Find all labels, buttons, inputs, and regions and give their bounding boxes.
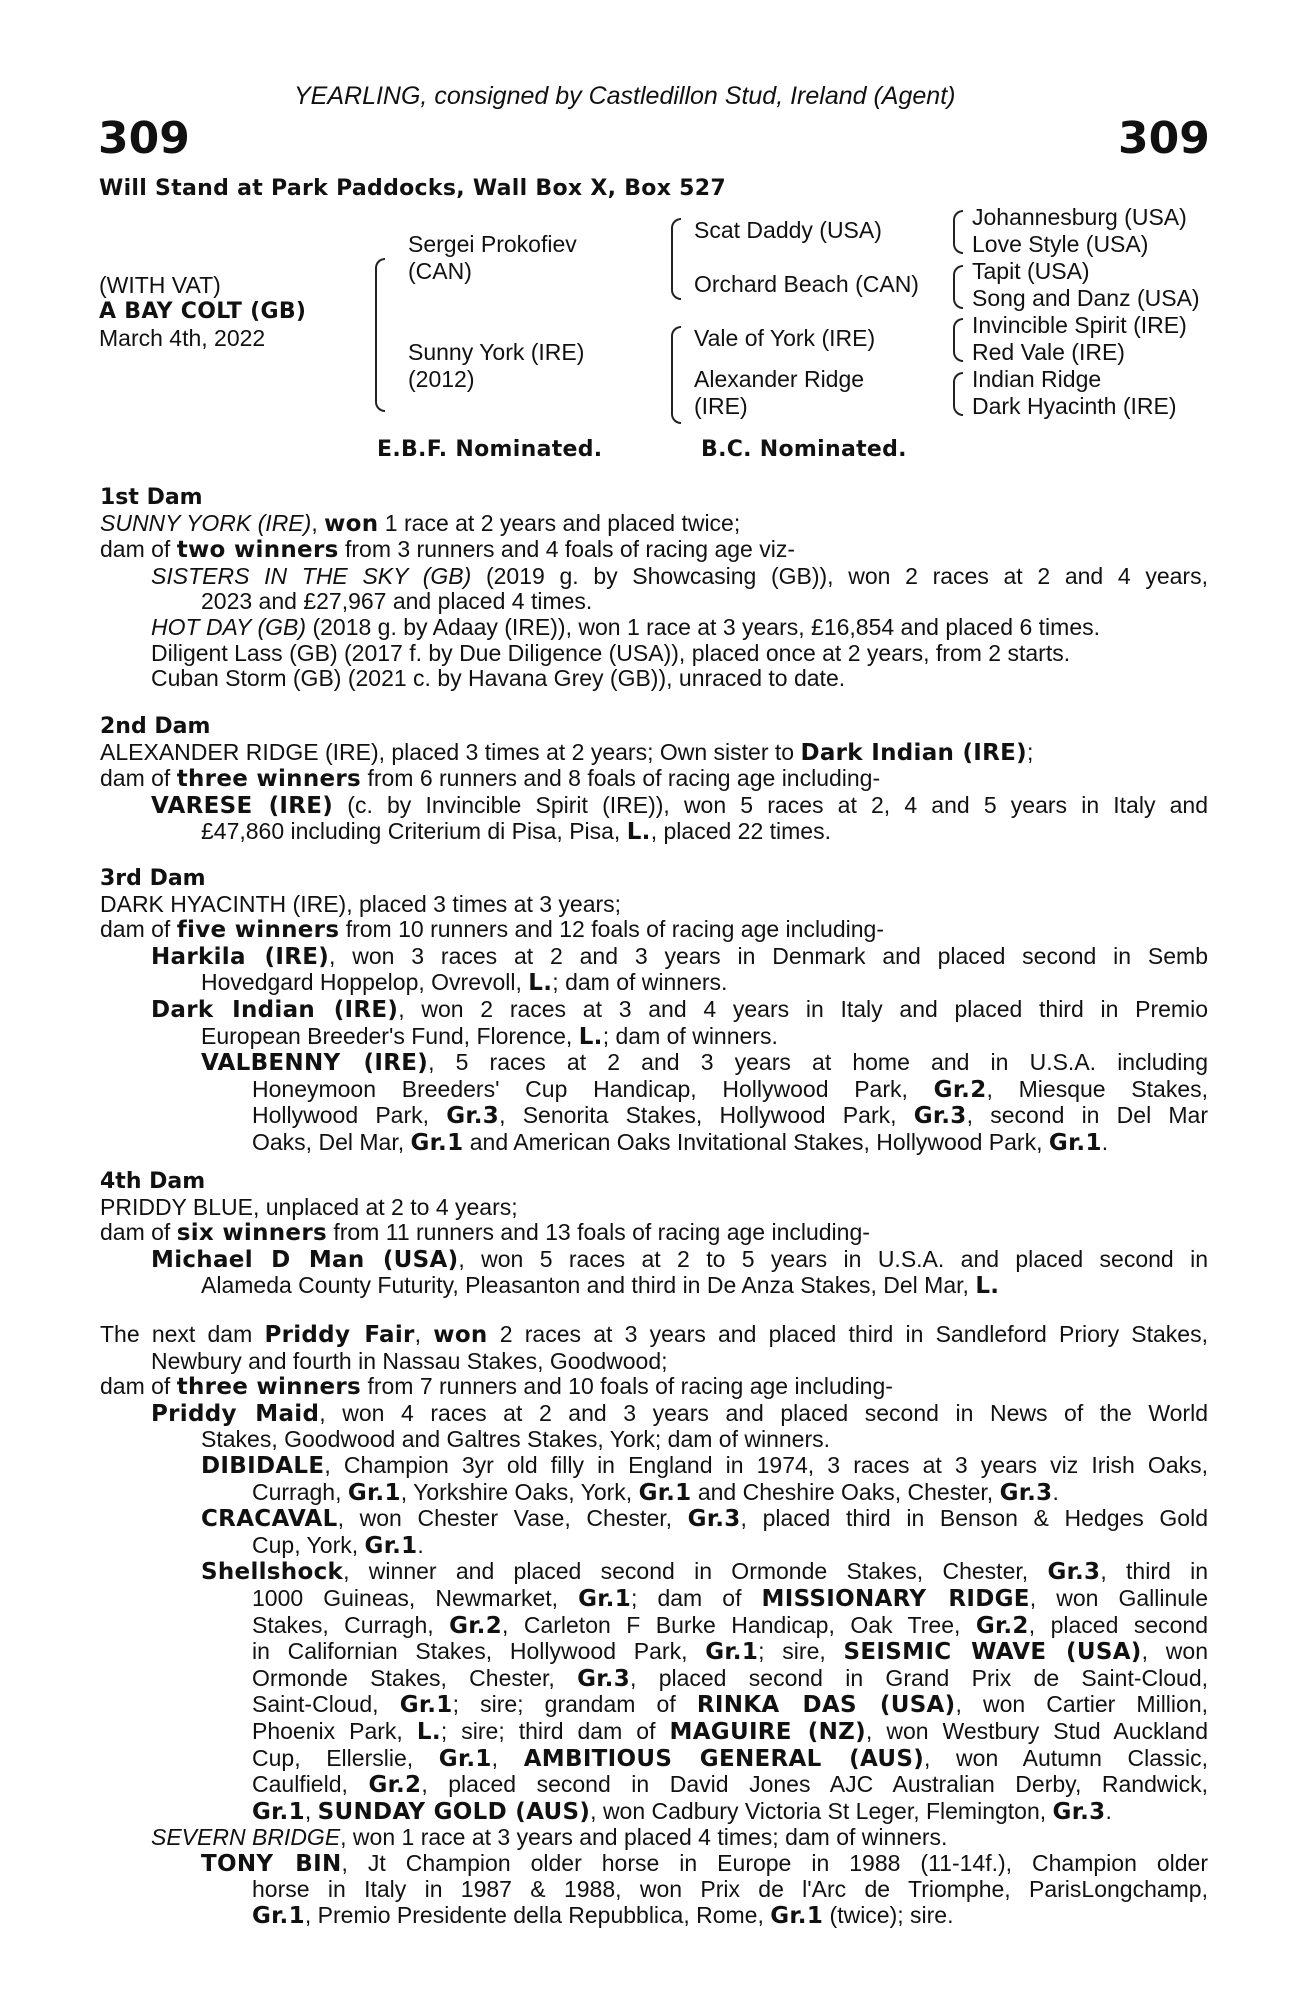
produce-line: £47,860 including Criterium di Pisa, Pisa, L., placed 22 times. — [201, 818, 831, 846]
fourth-dam-line: PRIDDY BLUE, unplaced at 2 to 4 years; — [100, 1193, 518, 1220]
produce-line: CRACAVAL, won Chester Vase, Chester, Gr.3, placed third in Benson & Hedges Gold — [201, 1505, 1208, 1533]
produce-line: Michael D Man (USA), won 5 races at 2 to 5 years in U.S.A. and placed second in — [151, 1245, 1208, 1273]
produce-line: Saint-Cloud, Gr.1; sire; grandam of RINKA DAS (USA), won Cartier Million, — [252, 1691, 1208, 1719]
produce-line: HOT DAY (GB) (2018 g. by Adaay (IRE)), won 1 race at 3 years, £16,854 and placed 6 times. — [151, 613, 1101, 640]
gg-ddd: Dark Hyacinth (IRE) — [972, 393, 1177, 419]
dam-name: Sunny York (IRE) — [408, 339, 585, 365]
vat-note: (WITH VAT) — [99, 272, 221, 298]
produce-line: Shellshock, winner and placed second in Ormonde Stakes, Chester, Gr.3, third in — [201, 1558, 1208, 1586]
next-dam-line: Newbury and fourth in Nassau Stakes, Goodwood; — [151, 1347, 668, 1374]
gg-sss: Johannesburg (USA) — [972, 204, 1187, 230]
gg-sds: Tapit (USA) — [972, 258, 1090, 284]
produce-line: Honeymoon Breeders' Cup Handicap, Hollywood Park, Gr.2, Miesque Stakes, — [252, 1075, 1209, 1103]
pedigree-brace-ds — [953, 318, 963, 362]
second-dam-line: ALEXANDER RIDGE (IRE), placed 3 times at 2 years; Own sister to Dark Indian (IRE); — [100, 738, 1034, 766]
first-dam-line: SUNNY YORK (IRE), won 1 race at 2 years and placed twice; — [100, 509, 741, 537]
produce-line: Hovedgard Hoppelop, Ovrevoll, L.; dam of winners. — [201, 969, 728, 997]
produce-line: SEVERN BRIDGE, won 1 race at 3 years and placed 4 times; dam of winners. — [151, 1824, 948, 1851]
section-heading: 3rd Dam — [100, 866, 206, 891]
produce-line: Caulfield, Gr.2, placed second in David Jones AJC Australian Derby, Randwick, — [252, 1771, 1208, 1799]
produce-line: Oaks, Del Mar, Gr.1 and American Oaks Invitational Stakes, Hollywood Park, Gr.1. — [252, 1128, 1109, 1156]
consignment-title: YEARLING, consigned by Castledillon Stud, Ireland (Agent) — [294, 82, 956, 110]
horse-name: A BAY COLT (GB) — [99, 299, 307, 324]
gg-ssd: Love Style (USA) — [972, 231, 1149, 257]
second-dam-line: dam of three winners from 6 runners and 8 foals of racing age including- — [100, 765, 881, 793]
third-dam-section — [100, 866, 1208, 1157]
produce-line: Cuban Storm (GB) (2021 c. by Havana Grey (GB)), unraced to date. — [151, 665, 846, 692]
produce-line: Stakes, Goodwood and Galtres Stakes, York; dam of winners. — [201, 1426, 831, 1453]
produce-line: in Californian Stakes, Hollywood Park, Gr.1; sire, SEISMIC WAVE (USA), won — [252, 1638, 1208, 1666]
pedigree-brace-dd — [953, 372, 963, 416]
bc-nomination: B.C. Nominated. — [701, 437, 907, 462]
produce-line: Cup, Ellerslie, Gr.1, AMBITIOUS GENERAL (AUS), won Autumn Classic, — [252, 1744, 1209, 1772]
produce-line: European Breeder's Fund, Florence, L.; dam of winners. — [201, 1022, 778, 1050]
produce-line: Cup, York, Gr.1. — [252, 1531, 424, 1559]
produce-line: SISTERS IN THE SKY (GB) (2019 g. by Showcasing (GB)), won 2 races at 2 and 4 years, — [151, 562, 1208, 589]
pedigree-brace-dam — [671, 326, 681, 424]
stand-location: Will Stand at Park Paddocks, Wall Box X, Box 527 — [99, 176, 726, 201]
pedigree-brace-sd — [953, 265, 963, 309]
produce-line: Dark Indian (IRE), won 2 races at 3 and 4 years in Italy and placed third in Premio — [151, 995, 1208, 1023]
third-dam-line: DARK HYACINTH (IRE), placed 3 times at 3 years; — [100, 890, 622, 917]
dam-year: (2012) — [408, 366, 475, 392]
sire-sire: Scat Daddy (USA) — [694, 217, 882, 243]
pedigree-brace-ss — [953, 210, 963, 254]
lot-number-left: 309 — [98, 113, 190, 164]
foaling-date: March 4th, 2022 — [99, 325, 266, 351]
produce-line: Priddy Maid, won 4 races at 2 and 3 years and placed second in News of the World — [151, 1399, 1208, 1427]
produce-line: Harkila (IRE), won 3 races at 2 and 3 years in Denmark and placed second in Semb — [151, 942, 1208, 970]
produce-line: Alameda County Futurity, Pleasanton and third in De Anza Stakes, Del Mar, L. — [201, 1272, 1000, 1300]
lot-number-right: 309 — [1118, 113, 1210, 164]
first-dam-section — [100, 485, 1208, 692]
section-heading: 2nd Dam — [100, 714, 211, 739]
fourth-dam-section — [100, 1169, 1208, 1300]
next-dam-line: dam of three winners from 7 runners and 10 foals of racing age including- — [100, 1373, 893, 1401]
produce-line: TONY BIN, Jt Champion older horse in Europe in 1988 (11-14f.), Champion older — [201, 1849, 1208, 1877]
fourth-dam-line: dam of six winners from 11 runners and 13 foals of racing age including- — [100, 1219, 870, 1247]
second-dam-section — [100, 714, 1208, 846]
gg-dds: Indian Ridge — [972, 366, 1102, 392]
pedigree-brace-main — [375, 258, 385, 412]
produce-line: Hollywood Park, Gr.3, Senorita Stakes, Hollywood Park, Gr.3, second in Del Mar — [252, 1102, 1209, 1130]
dam-dam-line1: Alexander Ridge — [694, 366, 865, 392]
next-dam-section — [100, 1322, 1208, 1930]
gg-dsd: Red Vale (IRE) — [972, 339, 1125, 365]
produce-line: DIBIDALE, Champion 3yr old filly in England in 1974, 3 races at 3 years viz Irish Oaks, — [201, 1451, 1208, 1479]
produce-line: Curragh, Gr.1, Yorkshire Oaks, York, Gr.1 and Cheshire Oaks, Chester, Gr.3. — [252, 1478, 1059, 1506]
dam-sire: Vale of York (IRE) — [694, 325, 876, 351]
pedigree-brace-sire — [671, 218, 681, 300]
produce-line: Gr.1, Premio Presidente della Repubblica, Rome, Gr.1 (twice); sire. — [252, 1902, 954, 1930]
third-dam-line: dam of five winners from 10 runners and 12 foals of racing age including- — [100, 916, 884, 944]
gg-sdd: Song and Danz (USA) — [972, 285, 1200, 311]
ebf-nomination: E.B.F. Nominated. — [377, 437, 603, 462]
section-heading: 4th Dam — [100, 1169, 206, 1194]
produce-line: VALBENNY (IRE), 5 races at 2 and 3 years at home and in U.S.A. including — [201, 1049, 1208, 1077]
produce-line: 1000 Guineas, Newmarket, Gr.1; dam of MISSIONARY RIDGE, won Gallinule — [252, 1584, 1208, 1612]
produce-line: Stakes, Curragh, Gr.2, Carleton F Burke Handicap, Oak Tree, Gr.2, placed second — [252, 1611, 1208, 1639]
produce-line: VARESE (IRE) (c. by Invincible Spirit (IRE)), won 5 races at 2, 4 and 5 years in Italy and — [151, 791, 1208, 819]
dam-dam-line2: (IRE) — [694, 393, 748, 419]
next-dam-line: The next dam Priddy Fair, won 2 races at 3 years and placed third in Sandleford Priory Stakes, — [100, 1321, 1208, 1348]
produce-line: 2023 and £27,967 and placed 4 times. — [201, 588, 593, 615]
produce-line: Ormonde Stakes, Chester, Gr.3, placed second in Grand Prix de Saint-Cloud, — [252, 1664, 1208, 1692]
sire-dam: Orchard Beach (CAN) — [694, 271, 919, 297]
sire-country: (CAN) — [408, 258, 472, 284]
sire-name: Sergei Prokofiev — [408, 231, 577, 257]
produce-line: Diligent Lass (GB) (2017 f. by Due Diligence (USA)), placed once at 2 years, from 2 starts. — [151, 639, 1071, 666]
gg-dss: Invincible Spirit (IRE) — [972, 312, 1187, 338]
produce-line: Gr.1, SUNDAY GOLD (AUS), won Cadbury Victoria St Leger, Flemington, Gr.3. — [252, 1797, 1112, 1825]
section-heading: 1st Dam — [100, 485, 203, 510]
produce-line: horse in Italy in 1987 & 1988, won Prix de l'Arc de Triomphe, ParisLongchamp, — [252, 1876, 1208, 1903]
first-dam-line: dam of two winners from 3 runners and 4 foals of racing age viz- — [100, 536, 795, 564]
produce-line: Phoenix Park, L.; sire; third dam of MAGUIRE (NZ), won Westbury Stud Auckland — [252, 1717, 1208, 1745]
